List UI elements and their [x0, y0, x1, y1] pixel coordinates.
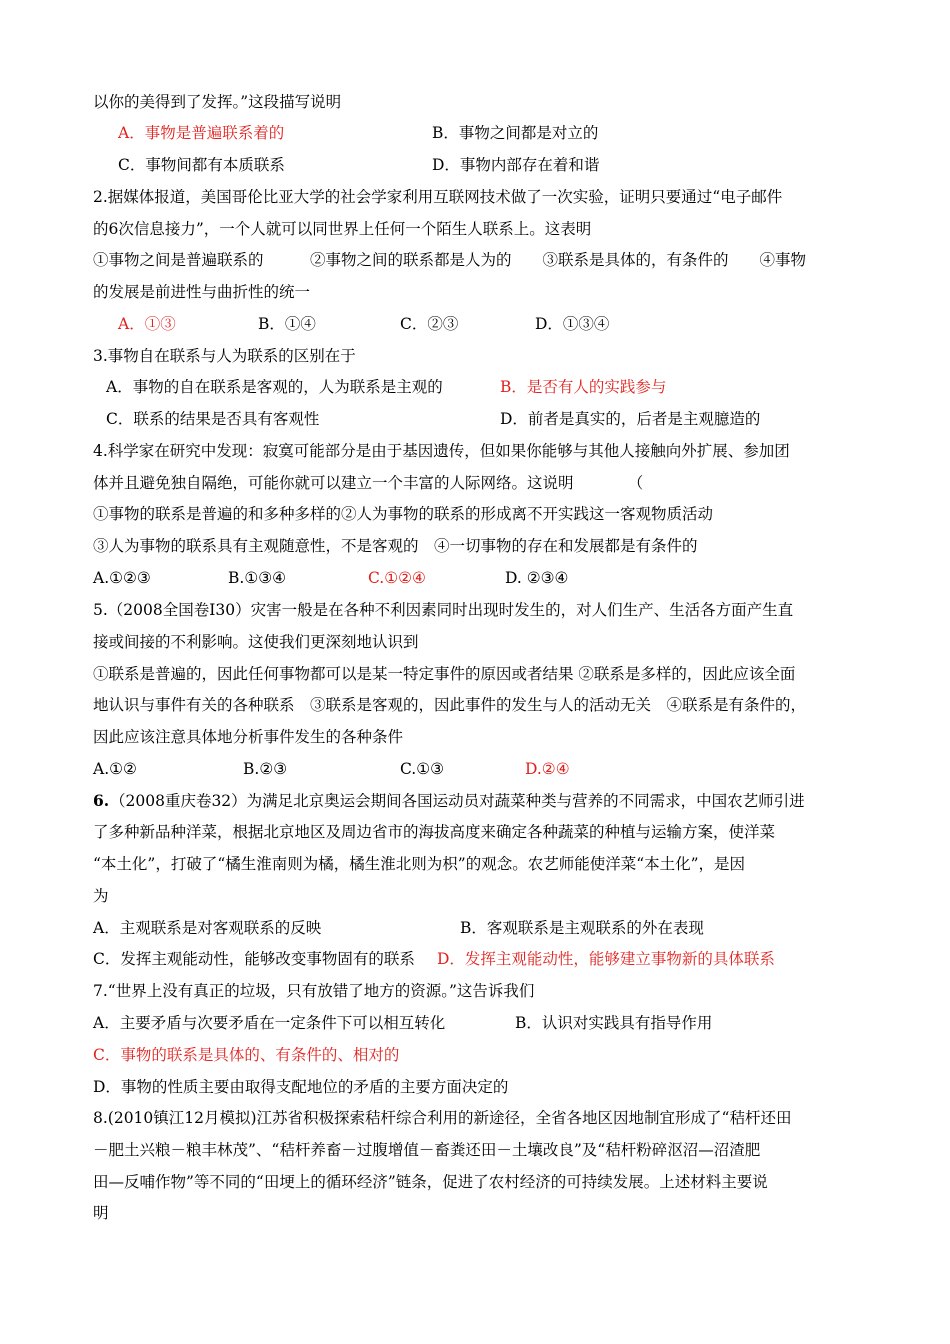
option-a-answer: A．事物是普遍联系着的 — [118, 124, 285, 142]
question-8-stem: 田—反哺作物”等不同的“田埂上的循环经济”链条，促进了农村经济的可持续发展。上述材料主要说 — [93, 1173, 768, 1191]
option-d-answer: D．发挥主观能动性，能够建立事物新的具体联系 — [437, 950, 775, 968]
option-d: D．①③④ — [535, 315, 610, 333]
option-b-answer: B．是否有人的实践参与 — [500, 378, 667, 396]
question-3-stem: 3.事物自在联系与人为联系的区别在于 — [93, 347, 356, 365]
question-6-stem: （2008重庆卷32）为满足北京奥运会期间各国运动员对蔬菜种类与营养的不同需求，中国农艺师引进 — [110, 792, 805, 810]
question-6-stem: 为 — [93, 887, 109, 905]
option-b: B.②③ — [243, 760, 288, 778]
question-4-statements: ①事物的联系是普遍的和多种多样的②人为事物的联系的形成离不开实践这一客观物质活动 — [93, 505, 714, 523]
question-7-stem: 7.“世界上没有真正的垃圾，只有放错了地方的资源。”这告诉我们 — [93, 982, 535, 1000]
question-5-statements: ①联系是普遍的，因此任何事物都可以是某一特定事件的原因或者结果 ②联系是多样的，因此应该全面 — [93, 665, 796, 683]
option-b: B．认识对实践具有指导作用 — [515, 1014, 713, 1032]
option-c: C．②③ — [400, 315, 459, 333]
text-line: 以你的美得到了发挥。”这段描写说明 — [93, 93, 342, 111]
question-2-statements: ①事物之间是普遍联系的 ②事物之间的联系都是人为的 ③联系是具体的，有条件的 ④事物 — [93, 251, 807, 269]
option-c: C．事物间都有本质联系 — [118, 156, 285, 174]
option-b: B．客观联系是主观联系的外在表现 — [460, 919, 704, 937]
option-a: A．主要矛盾与次要矛盾在一定条件下可以相互转化 — [93, 1014, 446, 1032]
option-c-answer: C．事物的联系是具体的、有条件的、相对的 — [93, 1046, 400, 1064]
option-d-answer: D.②④ — [525, 760, 570, 778]
question-8-stem: －肥土兴粮－粮丰林茂”、“秸杆养畜－过腹增值－畜粪还田－土壤改良”及“秸杆粉碎沤沼—沼渣肥 — [93, 1141, 761, 1159]
option-b: B．①④ — [258, 315, 316, 333]
question-8-stem: 8.(2010镇江12月模拟)江苏省积极探索秸杆综合利用的新途径，全省各地区因地制宜形成了“秸杆还田 — [93, 1109, 792, 1127]
question-6-stem: “本土化”，打破了“橘生淮南则为橘，橘生淮北则为枳”的观念。农艺师能使洋菜“本土化”，是因 — [93, 855, 746, 873]
option-d: D．前者是真实的，后者是主观臆造的 — [500, 410, 761, 428]
question-2-stem: 的6次信息接力”，一个人就可以同世界上任何一个陌生人联系上。这表明 — [93, 220, 592, 238]
option-a: A．事物的自在联系是客观的，人为联系是主观的 — [106, 378, 443, 396]
question-2-stem: 2.据媒体报道，美国哥伦比亚大学的社会学家利用互联网技术做了一次实验，证明只要通过“电子邮件 — [93, 188, 783, 206]
option-a: A.①②③ — [93, 569, 151, 587]
question-8-stem: 明 — [93, 1204, 109, 1222]
option-c: C.①③ — [400, 760, 445, 778]
option-c: C．发挥主观能动性，能够改变事物固有的联系 — [93, 950, 415, 968]
option-a: A.①② — [93, 760, 137, 778]
question-2-statements: 的发展是前进性与曲折性的统一 — [93, 283, 311, 301]
option-d: D．事物内部存在着和谐 — [432, 156, 600, 174]
question-5-statements: 地认识与事件有关的各种联系 ③联系是客观的，因此事件的发生与人的活动无关 ④联系是有条件的， — [93, 696, 807, 714]
question-4-stem: 4.科学家在研究中发现：寂寞可能部分是由于基因遗传，但如果你能够与其他人接触向外扩展、参加团 — [93, 442, 790, 460]
question-6-number: 6. — [93, 791, 110, 810]
option-d: D. ②③④ — [505, 569, 569, 587]
option-a-answer: A．①③ — [118, 315, 176, 333]
option-b: B.①③④ — [228, 569, 287, 587]
option-a: A．主观联系是对客观联系的反映 — [93, 919, 322, 937]
question-6-stem: 了多种新品种洋菜，根据北京地区及周边省市的海拔高度来确定各种蔬菜的种植与运输方案，使洋菜 — [93, 823, 776, 841]
option-d: D．事物的性质主要由取得支配地位的矛盾的主要方面决定的 — [93, 1078, 509, 1096]
option-c: C．联系的结果是否具有客观性 — [106, 410, 320, 428]
option-b: B．事物之间都是对立的 — [432, 124, 599, 142]
question-4-stem: 体并且避免独自隔绝，可能你就可以建立一个丰富的人际网络。这说明 （ — [93, 474, 644, 492]
question-5-statements: 因此应该注意具体地分析事件发生的各种条件 — [93, 728, 404, 746]
question-5-stem: 接或间接的不利影响。这使我们更深刻地认识到 — [93, 633, 419, 651]
option-c-answer: C.①②④ — [368, 569, 426, 587]
question-4-statements: ③人为事物的联系具有主观随意性，不是客观的 ④一切事物的存在和发展都是有条件的 — [93, 537, 698, 555]
question-5-stem: 5.（2008全国卷Ⅰ30）灾害一般是在各种不利因素同时出现时发生的，对人们生产、生活各方面产生直 — [93, 601, 794, 619]
